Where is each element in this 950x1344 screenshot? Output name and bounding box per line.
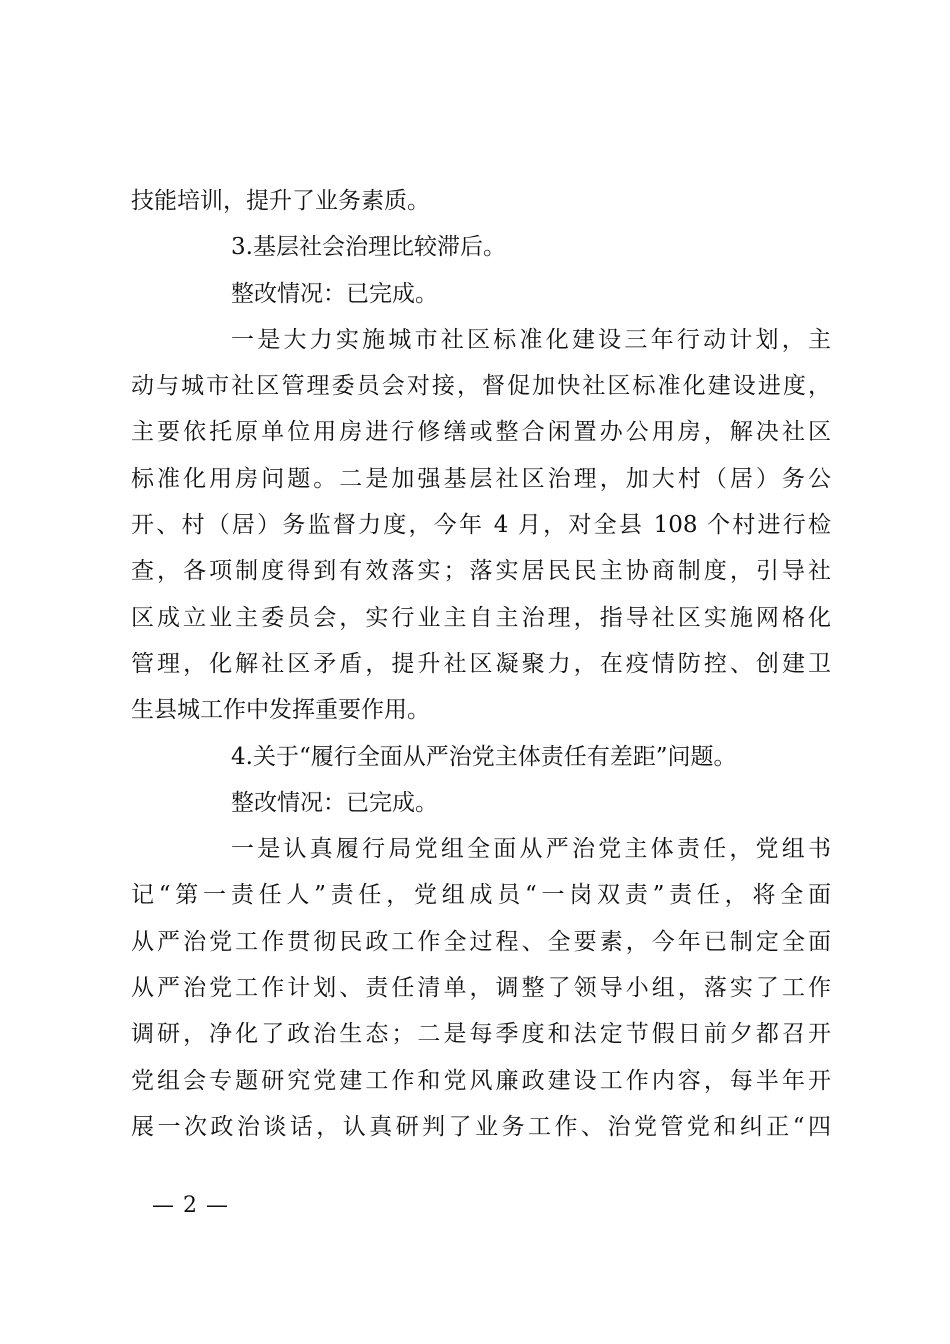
text-line: 3.基层社会治理比较滞后。 <box>231 234 506 261</box>
text-line: 开、村（居）务监督力度，今年 4 月，对全县 108 个村进行检 <box>131 512 831 539</box>
text-line: 调研，净化了政治生态；二是每季度和法定节假日前夕都召开 <box>131 1021 831 1048</box>
text-line: 记“第一责任人”责任，党组成员“一岗双责”责任，将全面 <box>131 882 831 909</box>
text-line: 整改情况：已完成。 <box>231 789 438 816</box>
text-line: 一是大力实施城市社区标准化建设三年行动计划，主 <box>231 326 831 353</box>
text-line: 技能培训，提升了业务素质。 <box>131 188 430 214</box>
text-line: 主要依托原单位用房进行修缮或整合闲置办公用房，解决社区 <box>131 419 831 446</box>
text-line: 生县城工作中发挥重要作用。 <box>131 697 430 724</box>
text-line: 区成立业主委员会，实行业主自主治理，指导社区实施网格化 <box>131 604 831 631</box>
text-line: 从严治党工作贯彻民政工作全过程、全要素，今年已制定全面 <box>131 928 831 955</box>
text-line: 从严治党工作计划、责任清单，调整了领导小组，落实了工作 <box>131 975 831 1002</box>
text-line: 标准化用房问题。二是加强基层社区治理，加大村（居）务公 <box>131 465 831 492</box>
text-line: 一是认真履行局党组全面从严治党主体责任，党组书 <box>231 836 831 863</box>
text-line: 管理，化解社区矛盾，提升社区凝聚力，在疫情防控、创建卫 <box>131 650 831 677</box>
page-number: — 2 — <box>152 1193 229 1218</box>
text-line: 动与城市社区管理委员会对接，督促加快社区标准化建设进度， <box>131 373 831 400</box>
text-line: 4.关于“履行全面从严治党主体责任有差距”问题。 <box>231 743 737 770</box>
body-text <box>131 178 831 1150</box>
text-line: 整改情况：已完成。 <box>231 280 438 307</box>
text-line: 展一次政治谈话，认真研判了业务工作、治党管党和纠正“四 <box>131 1113 831 1140</box>
text-line: 查，各项制度得到有效落实；落实居民民主协商制度，引导社 <box>131 558 831 585</box>
text-line: 党组会专题研究党建工作和党风廉政建设工作内容，每半年开 <box>131 1067 831 1094</box>
